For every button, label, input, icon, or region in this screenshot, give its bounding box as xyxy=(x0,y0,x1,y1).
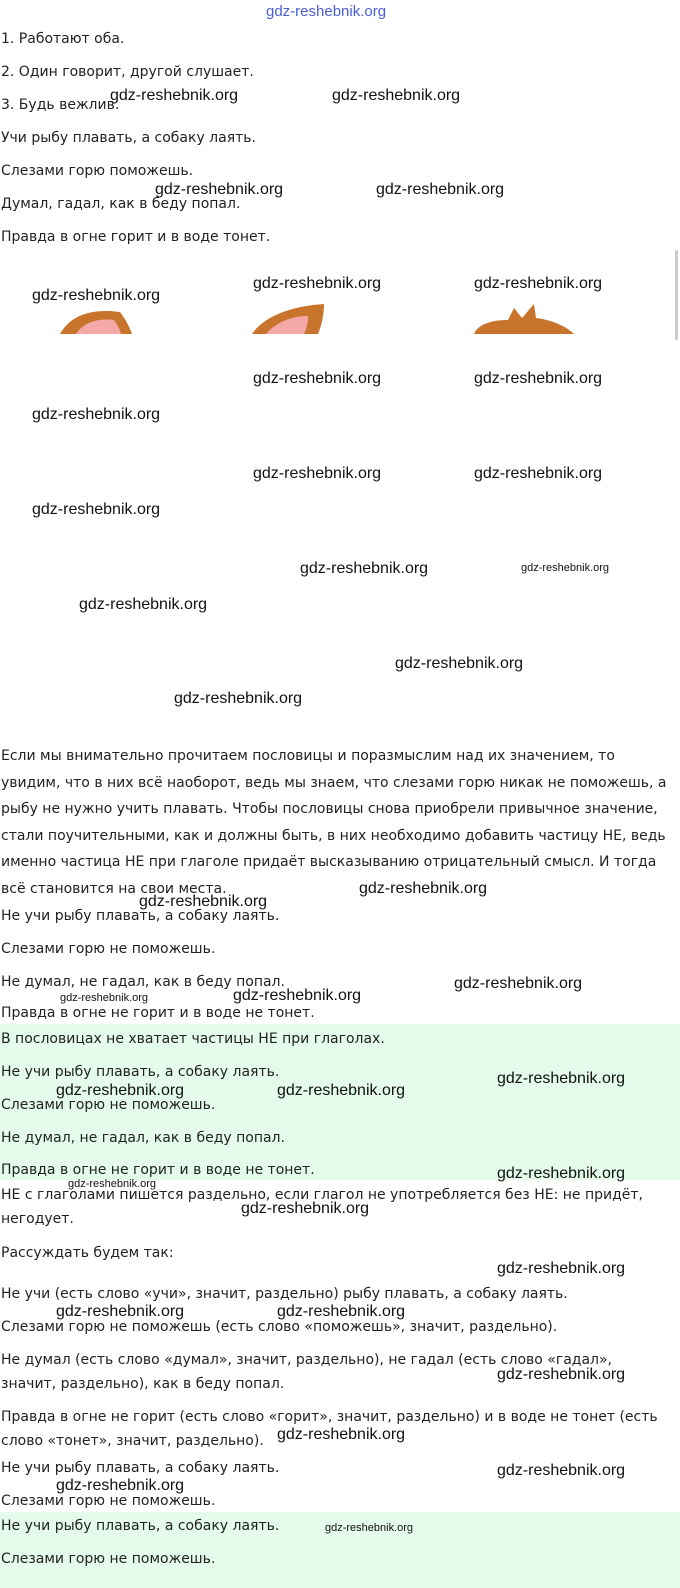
watermark: gdz-reshebnik.org xyxy=(474,370,603,387)
reasoning-line-2: Слезами горю не поможешь (есть слово «поможешь», значит, раздельно). xyxy=(1,1319,558,1335)
watermark: gdz-reshebnik.org xyxy=(454,975,583,992)
watermark: gdz-reshebnik.org xyxy=(56,1303,185,1320)
fox-ear-middle-icon xyxy=(252,304,327,334)
watermark: gdz-reshebnik.org xyxy=(79,596,208,613)
answer-line-2: Слезами горю не поможешь. xyxy=(1,1097,216,1113)
final-line-1: Не учи рыбу плавать, а собаку лаять. xyxy=(1,1460,280,1476)
proverb-fixed-3: Не думал, не гадал, как в беду попал. xyxy=(1,974,285,990)
rule-line-2: 2. Один говорит, другой слушает. xyxy=(1,64,254,80)
watermark: gdz-reshebnik.org xyxy=(139,893,268,910)
proverb-fixed-4: Правда в огне не горит и в воде не тонет. xyxy=(1,1005,315,1021)
watermark: gdz-reshebnik.org xyxy=(155,181,284,198)
watermark: gdz-reshebnik.org xyxy=(300,560,429,577)
proverb-original-3: Думал, гадал, как в беду попал. xyxy=(1,196,241,212)
answer-title: В пословицах не хватает частицы НЕ при глаголах. xyxy=(1,1031,385,1047)
proverb-original-4: Правда в огне горит и в воде тонет. xyxy=(1,229,271,245)
watermark: gdz-reshebnik.org xyxy=(32,287,161,304)
watermark: gdz-reshebnik.org xyxy=(497,1462,626,1479)
watermark: gdz-reshebnik.org xyxy=(277,1082,406,1099)
answer-line-3: Не думал, не гадал, как в беду попал. xyxy=(1,1130,285,1146)
watermark: gdz-reshebnik.org xyxy=(497,1165,626,1182)
watermark: gdz-reshebnik.org xyxy=(32,501,161,518)
watermark-header: gdz-reshebnik.org xyxy=(266,3,387,20)
watermark: gdz-reshebnik.org xyxy=(241,1200,370,1217)
watermark: gdz-reshebnik.org xyxy=(359,880,488,897)
watermark: gdz-reshebnik.org xyxy=(497,1260,626,1277)
watermark: gdz-reshebnik.org xyxy=(56,1082,185,1099)
final-line-2: Слезами горю не поможешь. xyxy=(1,1493,216,1509)
final-green-line-2: Слезами горю не поможешь. xyxy=(1,1551,216,1567)
watermark: gdz-reshebnik.org xyxy=(110,87,239,104)
watermark: gdz-reshebnik.org xyxy=(497,1070,626,1087)
watermark: gdz-reshebnik.org xyxy=(277,1426,406,1443)
watermark: gdz-reshebnik.org xyxy=(56,1477,185,1494)
watermark: gdz-reshebnik.org xyxy=(253,275,382,292)
watermark: gdz-reshebnik.org xyxy=(376,181,505,198)
rule-line-1: 1. Работают оба. xyxy=(1,31,125,47)
reasoning-line-1: Не учи (есть слово «учи», значит, раздельно) рыбу плавать, а собаку лаять. xyxy=(1,1286,568,1302)
watermark: gdz-reshebnik.org xyxy=(60,992,149,1004)
reasoning-line-4: Правда в огне не горит (есть слово «горит», значит, раздельно) и в воде не тонет (есть слово «тонет», значит, раздельно). xyxy=(1,1409,658,1449)
watermark: gdz-reshebnik.org xyxy=(325,1522,414,1534)
watermark: gdz-reshebnik.org xyxy=(474,465,603,482)
watermark: gdz-reshebnik.org xyxy=(233,987,362,1004)
watermark: gdz-reshebnik.org xyxy=(253,465,382,482)
answer-line-1: Не учи рыбу плавать, а собаку лаять. xyxy=(1,1064,280,1080)
watermark: gdz-reshebnik.org xyxy=(32,406,161,423)
rule-line-3: 3. Будь вежлив. xyxy=(1,97,120,113)
proverb-fixed-2: Слезами горю не поможешь. xyxy=(1,941,216,957)
watermark: gdz-reshebnik.org xyxy=(68,1178,157,1190)
fox-ear-left-icon xyxy=(60,308,135,334)
proverb-fixed-1: Не учи рыбу плавать, а собаку лаять. xyxy=(1,908,280,924)
watermark: gdz-reshebnik.org xyxy=(497,1366,626,1383)
answer-line-4: Правда в огне не горит и в воде не тонет. xyxy=(1,1162,315,1178)
watermark: gdz-reshebnik.org xyxy=(395,655,524,672)
watermark: gdz-reshebnik.org xyxy=(277,1303,406,1320)
fox-tail-icon xyxy=(474,302,574,334)
proverb-original-1: Учи рыбу плавать, а собаку лаять. xyxy=(1,130,256,146)
final-green-line-1: Не учи рыбу плавать, а собаку лаять. xyxy=(1,1518,280,1534)
proverb-original-2: Слезами горю поможешь. xyxy=(1,163,194,179)
watermark: gdz-reshebnik.org xyxy=(253,370,382,387)
watermark: gdz-reshebnik.org xyxy=(521,562,610,574)
watermark: gdz-reshebnik.org xyxy=(332,87,461,104)
rule-text: НЕ с глаголами пишется раздельно, если глагол не употребляется без НЕ: не придёт, негодует. xyxy=(1,1187,643,1227)
reasoning-intro: Рассуждать будем так: xyxy=(1,1245,174,1261)
reasoning-line-3: Не думал (есть слово «думал», значит, раздельно), не гадал (есть слово «гадал», значит, раздельно), как в беду попал. xyxy=(1,1352,613,1392)
explanation-paragraph: Если мы внимательно прочитаем пословицы и поразмыслим над их значением, то увидим, что в них всё наоборот, ведь мы знаем, что слезами горю никак не поможешь, а рыбу не нужно учить плавать. Чтобы пословицы снова приобрели привычное значение, стали поучительными, как и должны быть, в них необходимо добавить частицу НЕ, ведь именно частица НЕ при глаголе придаёт высказыванию отрицательный смысл. И тогда всё становится на свои места. xyxy=(1,748,667,897)
scrollbar[interactable] xyxy=(675,250,678,340)
watermark: gdz-reshebnik.org xyxy=(474,275,603,292)
watermark: gdz-reshebnik.org xyxy=(174,690,303,707)
